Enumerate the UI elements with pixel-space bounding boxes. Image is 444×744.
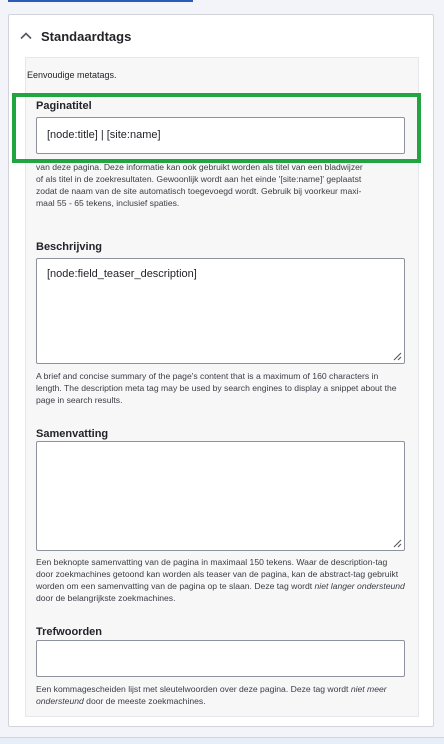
page-title-description xyxy=(36,161,406,209)
description-value: [node:field_teaser_description] xyxy=(47,268,197,280)
abstract-textarea[interactable] xyxy=(36,441,405,551)
standard-tags-summary-toggle[interactable] xyxy=(9,15,433,57)
keywords-help-text: door de meeste zoekmachines. xyxy=(83,696,206,706)
abstract-label: Samenvatting xyxy=(36,428,109,440)
section-title: Standaardtags xyxy=(41,28,132,44)
description-label: Beschrijving xyxy=(36,241,103,253)
resize-grip-icon[interactable] xyxy=(391,537,402,548)
page-title-description-line: maal 55 - 65 tekens, inclusief spaties. xyxy=(36,198,180,208)
description-help: A brief and concise summary of the page's content that is a maximum of 160 characters in length. The description meta tag may be used by search engines to display a snippet about the page in search results. xyxy=(36,371,397,405)
top-link-underline xyxy=(8,0,193,2)
keywords-label: Trefwoorden xyxy=(36,626,103,638)
keywords-help-text: Een kommagescheiden lijst met sleutelwoorden over deze pagina. Deze tag wordt xyxy=(36,684,351,694)
page-title-label: Paginatitel xyxy=(36,100,92,112)
bottom-strip xyxy=(0,737,444,744)
keywords-help xyxy=(36,683,406,707)
keywords-help-emphasis: niet meer ondersteund xyxy=(36,684,387,706)
resize-grip-icon[interactable] xyxy=(391,350,402,361)
abstract-help-emphasis: niet langer ondersteund xyxy=(314,581,405,591)
description-textarea[interactable] xyxy=(36,258,405,364)
page-title-input[interactable]: [node:title] | [site:name] xyxy=(36,117,405,154)
chevron-up-icon xyxy=(19,29,33,43)
section-intro: Eenvoudige metatags. xyxy=(27,70,117,80)
abstract-help xyxy=(36,556,406,604)
abstract-help-text: door de belangrijkste zoekmachines. xyxy=(36,593,176,603)
page-title-description-line: of als titel in de zoekresultaten. Gewoonlijk wordt aan het einde '[site:name]' geplaatst xyxy=(36,174,362,184)
keywords-input[interactable] xyxy=(36,640,405,677)
page-title-description-line: zodat de naam van de site automatisch toegevoegd wordt. Gebruik bij voorkeur maxi- xyxy=(36,186,362,196)
abstract-help-text: Een beknopte samenvatting van de pagina in maximaal 150 tekens. Waar de description-tag door zoekmachines getoond kan worden als teaser van de pagina, kan de abstract-tag gebruikt worden om een samenvatting van de pagina op te slaan. Deze tag wordt xyxy=(36,557,399,591)
page-title-description-line: van deze pagina. Deze informatie kan ook gebruikt worden als titel van een bladwijzer xyxy=(36,162,363,172)
